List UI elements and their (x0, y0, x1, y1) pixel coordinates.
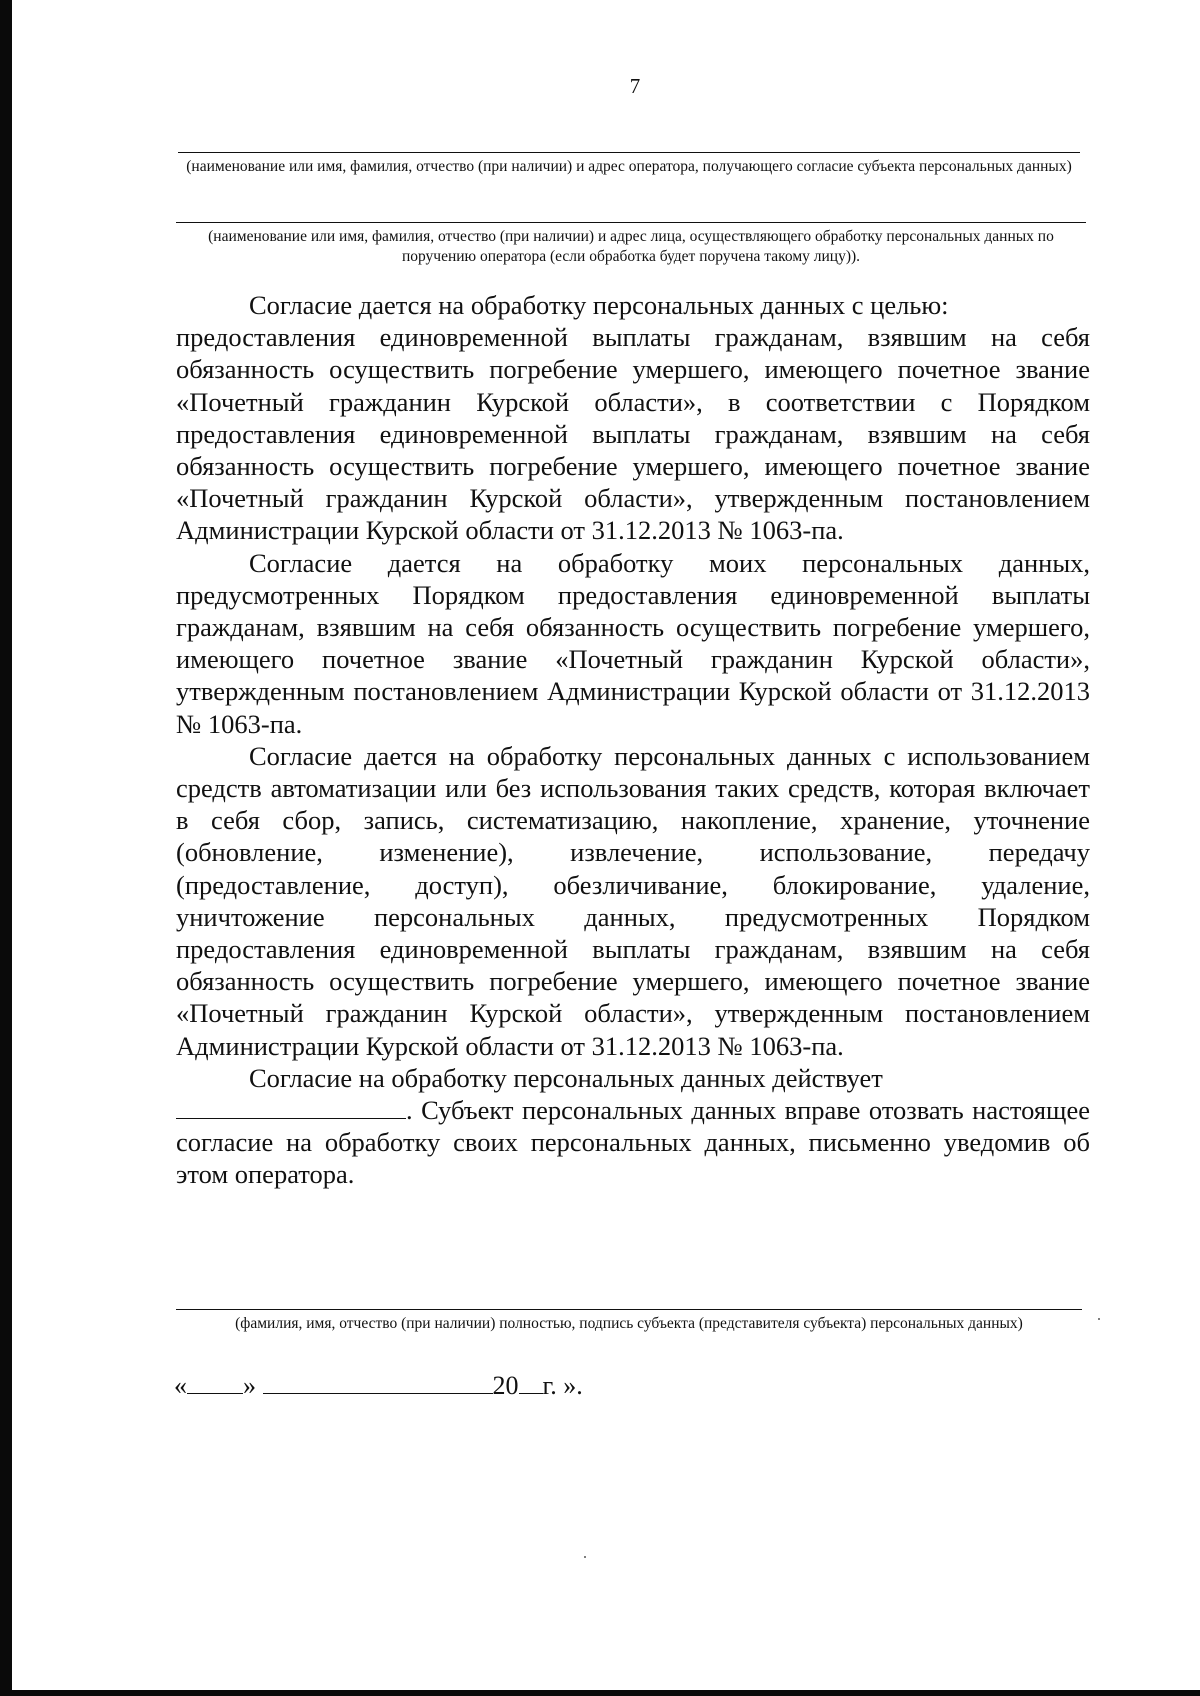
processor-caption: (наименование или имя, фамилия, отчество (при наличии) и адрес лица, осуществляющего обработку персональных данных по поручению оператора (если обработка будет поручена такому лицу)). (208, 228, 1054, 265)
paragraph-scope: Согласие дается на обработку моих персональных данных, предусмотренных Порядком предоставления единовременной выплаты гражданам, взявшим на себя обязанность осуществить погребение умершего, имеющего почетное звание «Почетный гражданин Курской области», утвержденным постановлением Администрации Курской области от 31.12.2013 № 1063-па. (176, 547, 1090, 739)
year-prefix: 20 (492, 1371, 519, 1400)
validity-rest-text: . Субъект персональных данных вправе отозвать настоящее согласие на обработку своих персональных данных, письменно уведомив об этом оператора. (176, 1095, 1090, 1190)
scan-speck (584, 1556, 586, 1558)
day-blank (187, 1371, 243, 1394)
year-blank (519, 1371, 543, 1394)
paragraph-processing-actions: Согласие дается на обработку персональных данных с использованием средств автоматизации или без использования таких средств, которая включает в себя сбор, запись, систематизацию, накопление, хранение, уточнение (обновление, изменение), извлечение, использование, передачу (предоставление, доступ), обезличивание, блокирование, удаление, уничтожение персональных данных, предусмотренных Порядком предоставления единовременной выплаты гражданам, взявшим на себя обязанность осуществить погребение умершего, имеющего почетное звание «Почетный гражданин Курской области», утвержденным постановлением Администрации Курской области от 31.12.2013 № 1063-па. (176, 740, 1090, 1061)
processor-fill-line (176, 222, 1086, 223)
operator-caption: (наименование или имя, фамилия, отчество (при наличии) и адрес оператора, получающего согласие субъекта персональных данных) (186, 158, 1072, 175)
signature-caption: (фамилия, имя, отчество (при наличии) полностью, подпись субъекта (представителя субъекта) персональных данных) (235, 1315, 1023, 1332)
page-number: 7 (629, 74, 641, 98)
signature-caption-block (176, 1309, 1082, 1334)
paragraph-validity-start: Согласие на обработку персональных данных действует (249, 1062, 883, 1093)
date-close-quote: » (243, 1371, 256, 1400)
scan-speck (1098, 1318, 1100, 1320)
operator-caption-block (178, 152, 1080, 177)
scan-edge-left (0, 0, 12, 1696)
paragraph-purpose-lead: Согласие дается на обработку персональных данных с целью: (249, 290, 949, 320)
operator-fill-line (178, 152, 1080, 153)
year-suffix: г. ». (542, 1371, 583, 1400)
paragraph-purpose-body: предоставления единовременной выплаты гражданам, взявшим на себя обязанность осуществить погребение умершего, имеющего почетное звание «Почетный гражданин Курской области», в соответствии с Порядком предоставления единовременной выплаты гражданам, взявшим на себя обязанность осуществить погребение умершего, имеющего почетное звание «Почетный гражданин Курской области», утвержденным постановлением Администрации Курской области от 31.12.2013 № 1063-па. (176, 322, 1090, 546)
date-line (174, 1370, 583, 1402)
paragraph-validity-rest (176, 1094, 1090, 1191)
validity-period-blank (176, 1096, 406, 1119)
date-open-quote: « (174, 1371, 187, 1400)
signature-fill-line (176, 1309, 1082, 1310)
scan-edge-bottom (0, 1690, 1200, 1696)
consent-body (176, 289, 1090, 1191)
processor-caption-block (176, 222, 1086, 267)
month-blank (263, 1371, 493, 1394)
